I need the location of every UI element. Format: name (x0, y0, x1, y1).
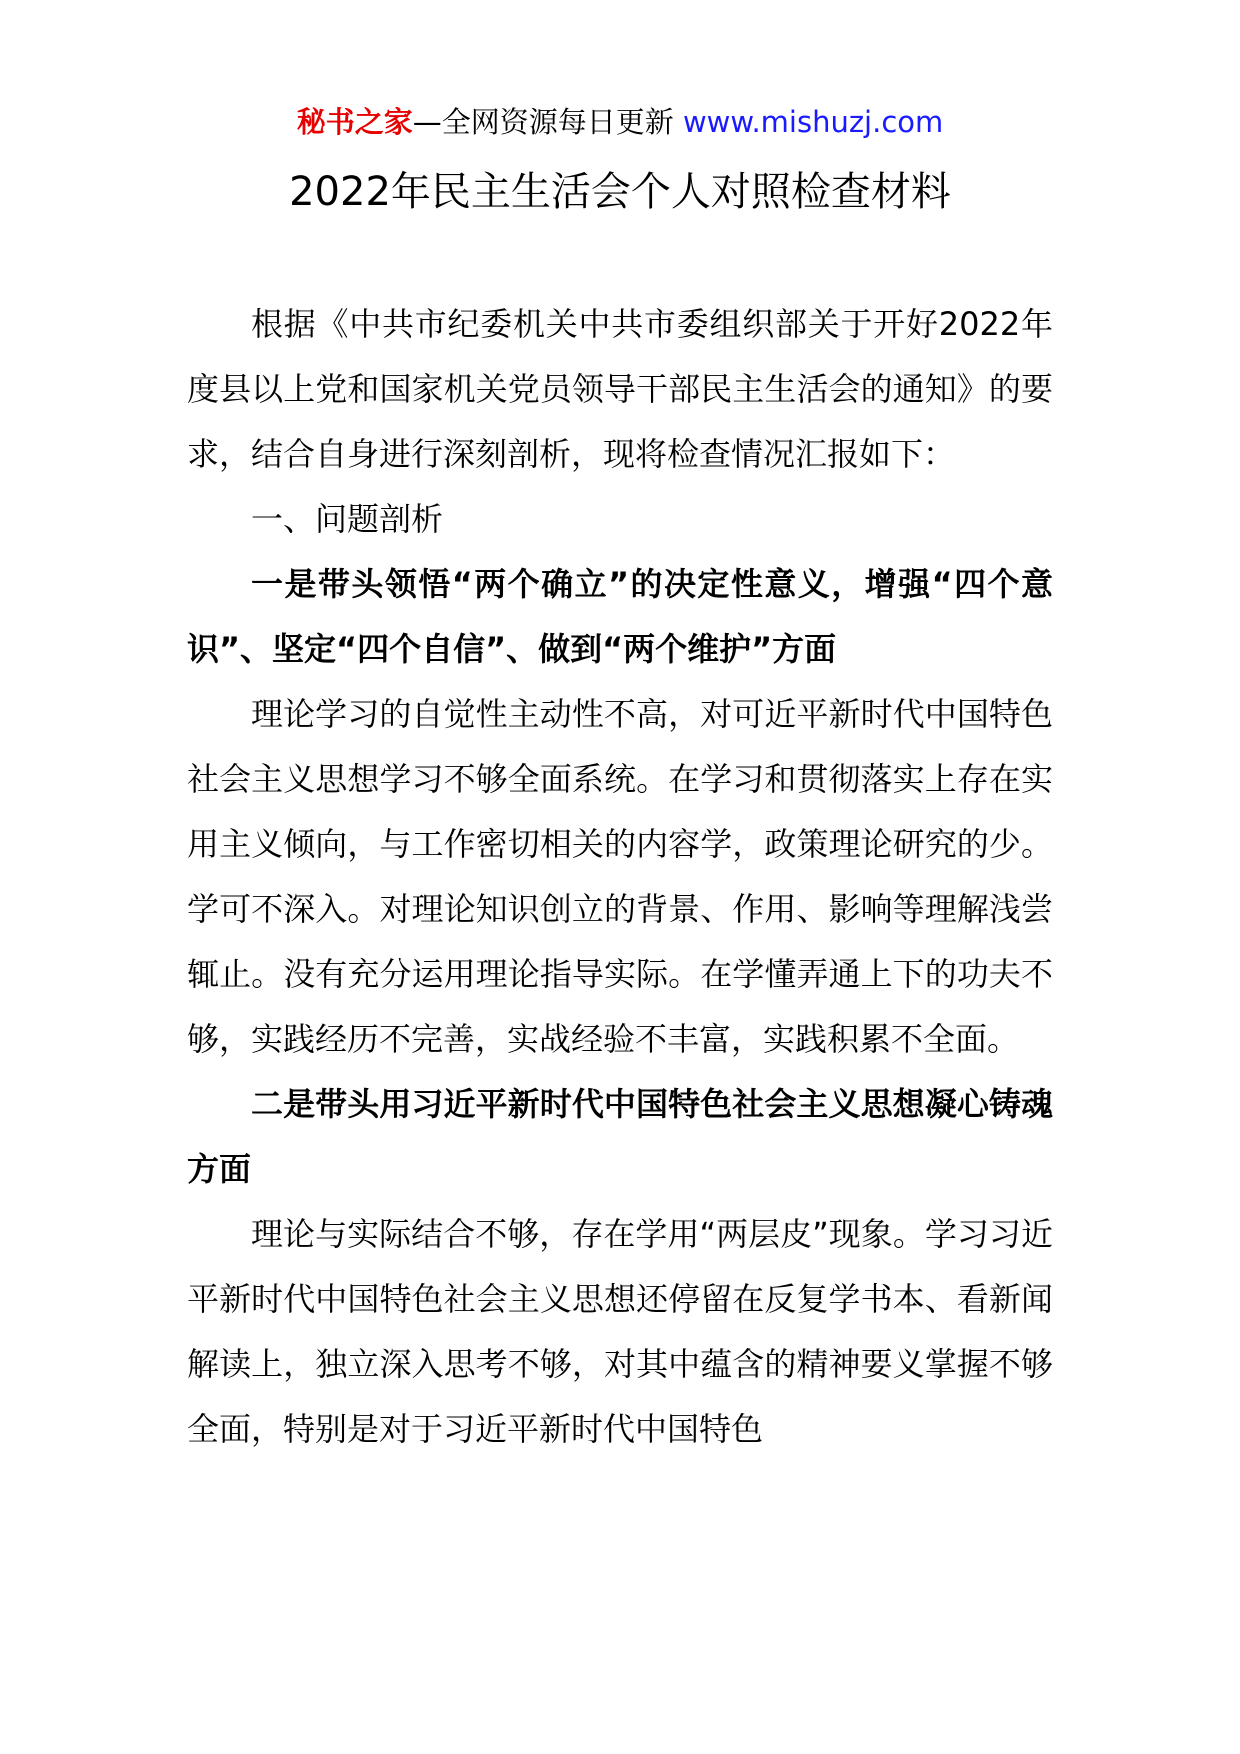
document-body (187, 292, 1053, 1462)
subsection-heading: 二是带头用习近平新时代中国特色社会主义思想凝心铸魂方面 (187, 1085, 1053, 1188)
body-paragraph: 理论学习的自觉性主动性不高，对可近平新时代中国特色社会主义思想学习不够全面系统。在学习和贯彻落实上存在实用主义倾向，与工作密切相关的内容学，政策理论研究的少。学可不深入。对理论知识创立的背景、作用、影响等理解浅尝辄止。没有充分运用理论指导实际。在学懂弄通上下的功夫不够，实践经历不完善，实战经验不丰富，实践积累不全面。 (187, 695, 1053, 1058)
subsection-heading: 一是带头领悟“两个确立”的决定性意义，增强“四个意识”、坚定“四个自信”、做到“两个维护”方面 (187, 565, 1053, 668)
page-header (0, 102, 1240, 142)
website-link[interactable]: www.mishuzj.com (682, 105, 944, 139)
brand-name: 秘书之家 (296, 105, 413, 139)
document-title: 2022年民主生活会个人对照检查材料 (289, 169, 951, 215)
section-heading: 一、问题剖析 (251, 500, 444, 538)
intro-paragraph: 根据《中共市纪委机关中共市委组织部关于开好2022年度县以上党和国家机关党员领导干部民主生活会的通知》的要求，结合自身进行深刻剖析，现将检查情况汇报如下： (187, 305, 1053, 473)
body-paragraph: 理论与实际结合不够，存在学用“两层皮”现象。学习习近平新时代中国特色社会主义思想还停留在反复学书本、看新闻解读上，独立深入思考不够，对其中蕴含的精神要义掌握不够全面，特别是对于习近平新时代中国特色 (187, 1215, 1053, 1448)
header-tagline: —全网资源每日更新 (412, 105, 683, 139)
